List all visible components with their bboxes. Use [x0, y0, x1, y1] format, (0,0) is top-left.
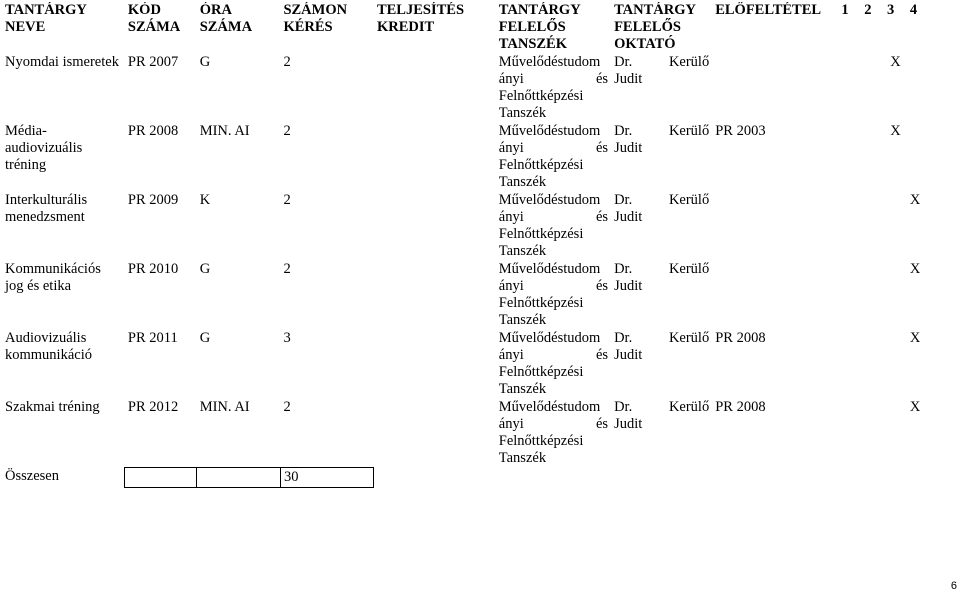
course-name: Interkulturális menedzsment — [5, 192, 88, 225]
total-value: 30 — [280, 467, 374, 487]
semester-4-cell — [907, 123, 920, 192]
semester-1-cell — [838, 192, 861, 261]
header-prerequisite: ELŐFELTÉTEL — [715, 2, 822, 18]
course-teacher — [611, 399, 712, 467]
semester-4-cell: X — [909, 330, 920, 346]
header-semester-1: 1 — [841, 2, 849, 18]
course-credit — [374, 330, 496, 399]
semester-3-cell — [884, 261, 907, 330]
semester-2-cell — [861, 261, 884, 330]
course-credit — [374, 261, 496, 330]
course-requirement: 2 — [283, 399, 291, 415]
teacher-surname: Kerülő — [668, 399, 710, 415]
department-line: Művelődéstudom — [498, 123, 601, 139]
semester-3-cell — [884, 399, 907, 467]
course-body — [2, 54, 920, 467]
teacher-name-line — [614, 123, 709, 140]
course-name: Szakmai tréning — [5, 399, 100, 415]
semester-3-cell: X — [890, 54, 901, 70]
course-department — [496, 330, 611, 399]
department-line: Művelődéstudom — [498, 54, 601, 70]
department-line: Felnőttképzési — [498, 364, 584, 380]
teacher-name-line — [614, 330, 709, 347]
header-hours: ÓRA SZÁMA — [199, 2, 253, 35]
department-line: Tanszék — [498, 174, 547, 190]
total-empty-cell — [125, 467, 197, 487]
course-teacher — [611, 330, 712, 399]
course-prerequisite — [712, 192, 838, 261]
course-code: PR 2007 — [127, 54, 179, 70]
header-semester-3: 3 — [887, 2, 895, 18]
semester-3-cell — [884, 330, 907, 399]
teacher-given-name: Judit — [614, 71, 643, 87]
course-teacher — [611, 123, 712, 192]
department-line: ányi és — [498, 347, 609, 363]
course-name: Audiovizuális kommunikáció — [5, 330, 92, 363]
course-prerequisite — [712, 261, 838, 330]
department-line: Felnőttképzési — [498, 226, 584, 242]
teacher-title: Dr. — [614, 399, 633, 415]
teacher-surname: Kerülő — [668, 330, 710, 346]
table-row — [2, 330, 920, 399]
teacher-title: Dr. — [614, 261, 633, 277]
course-code: PR 2011 — [127, 330, 178, 346]
course-hours: G — [199, 330, 211, 346]
page-number: 6 — [950, 580, 957, 592]
semester-1-cell — [838, 54, 861, 123]
table-row — [2, 399, 920, 467]
teacher-surname: Kerülő — [668, 54, 710, 70]
teacher-given-name: Judit — [614, 416, 643, 432]
department-line: Művelődéstudom — [498, 261, 601, 277]
department-line: Tanszék — [498, 105, 547, 121]
teacher-surname: Kerülő — [668, 192, 710, 208]
teacher-title: Dr. — [614, 54, 633, 70]
teacher-name-line — [614, 192, 709, 209]
course-requirement: 2 — [283, 123, 291, 139]
course-requirement: 3 — [283, 330, 291, 346]
semester-4-cell: X — [909, 399, 920, 415]
course-hours: MIN. AI — [199, 399, 250, 415]
course-department — [496, 261, 611, 330]
teacher-name-line — [614, 399, 709, 416]
course-teacher — [611, 261, 712, 330]
course-hours: G — [199, 54, 211, 70]
department-line: ányi és — [498, 140, 609, 156]
teacher-title: Dr. — [614, 123, 633, 139]
semester-4-cell: X — [909, 192, 920, 208]
department-line: Felnőttképzési — [498, 157, 584, 173]
header-semester-2: 2 — [864, 2, 872, 18]
department-line: Művelődéstudom — [498, 192, 601, 208]
semester-2-cell — [861, 330, 884, 399]
course-teacher — [611, 192, 712, 261]
course-department — [496, 192, 611, 261]
header-teacher: TANTÁRGY FELELŐS OKTATÓ — [614, 2, 696, 52]
course-requirement: 2 — [283, 192, 291, 208]
department-line: Tanszék — [498, 381, 547, 397]
department-line: ányi és — [498, 209, 609, 225]
total-empty-cell — [197, 467, 281, 487]
course-code: PR 2010 — [127, 261, 179, 277]
course-code: PR 2012 — [127, 399, 179, 415]
semester-2-cell — [861, 123, 884, 192]
course-hours: K — [199, 192, 211, 208]
teacher-surname: Kerülő — [668, 123, 710, 139]
course-name: Nyomdai ismeretek — [5, 54, 119, 70]
department-line: ányi és — [498, 71, 609, 87]
semester-3-cell: X — [890, 123, 901, 139]
teacher-name-line — [614, 54, 709, 71]
department-line: Tanszék — [498, 243, 547, 259]
department-line: Felnőttképzési — [498, 295, 584, 311]
course-code: PR 2008 — [127, 123, 179, 139]
table-row — [2, 123, 920, 192]
semester-2-cell — [861, 54, 884, 123]
course-department — [496, 399, 611, 467]
header-semester-4: 4 — [909, 2, 918, 18]
header-code: KÓD SZÁMA — [127, 2, 181, 35]
semester-2-cell — [861, 399, 884, 467]
course-department — [496, 54, 611, 123]
teacher-surname: Kerülő — [668, 261, 710, 277]
course-hours: MIN. AI — [199, 123, 250, 139]
department-line: Művelődéstudom — [498, 399, 601, 415]
table-row — [2, 261, 920, 330]
teacher-given-name: Judit — [614, 140, 643, 156]
department-line: ányi és — [498, 278, 609, 294]
semester-1-cell — [838, 123, 861, 192]
department-line: Művelődéstudom — [498, 330, 601, 346]
teacher-name-line — [614, 261, 709, 278]
table-row — [2, 54, 920, 123]
course-prerequisite — [712, 54, 838, 123]
header-department: TANTÁRGY FELELŐS TANSZÉK — [498, 2, 581, 52]
course-code: PR 2009 — [127, 192, 179, 208]
semester-3-cell — [884, 192, 907, 261]
semester-1-cell — [838, 330, 861, 399]
department-line: Felnőttképzési — [498, 88, 584, 104]
header-requirement: SZÁMON KÉRÉS — [283, 2, 348, 35]
table-row — [2, 192, 920, 261]
course-requirement: 2 — [283, 261, 291, 277]
department-line: Tanszék — [498, 450, 547, 466]
header-row — [2, 2, 920, 54]
teacher-given-name: Judit — [614, 209, 643, 225]
course-prerequisite: PR 2008 — [715, 330, 766, 346]
teacher-title: Dr. — [614, 330, 633, 346]
course-name: Kommunikációs jog és etika — [5, 261, 101, 294]
course-teacher — [611, 54, 712, 123]
total-label: Összesen — [5, 468, 59, 484]
course-prerequisite: PR 2003 — [715, 123, 766, 139]
course-credit — [374, 192, 496, 261]
header-name: TANTÁRGY NEVE — [5, 2, 87, 35]
semester-1-cell — [838, 261, 861, 330]
semester-4-cell: X — [909, 261, 920, 277]
semester-4-cell — [907, 54, 920, 123]
course-credit — [374, 54, 496, 123]
header-credit: TELJESÍTÉS KREDIT — [376, 2, 465, 35]
semester-2-cell — [861, 192, 884, 261]
course-hours: G — [199, 261, 211, 277]
teacher-given-name: Judit — [614, 347, 643, 363]
course-department — [496, 123, 611, 192]
semester-1-cell — [838, 399, 861, 467]
course-name: Média-audiovizuális tréning — [5, 123, 83, 173]
department-line: Felnőttképzési — [498, 433, 584, 449]
total-row — [2, 467, 920, 487]
department-line: ányi és — [498, 416, 609, 432]
course-credit — [374, 123, 496, 192]
teacher-title: Dr. — [614, 192, 633, 208]
department-line: Tanszék — [498, 312, 547, 328]
course-requirement: 2 — [283, 54, 291, 70]
teacher-given-name: Judit — [614, 278, 643, 294]
curriculum-table — [2, 2, 920, 488]
total-spacer — [374, 467, 920, 487]
course-prerequisite: PR 2008 — [715, 399, 766, 415]
course-credit — [374, 399, 496, 467]
